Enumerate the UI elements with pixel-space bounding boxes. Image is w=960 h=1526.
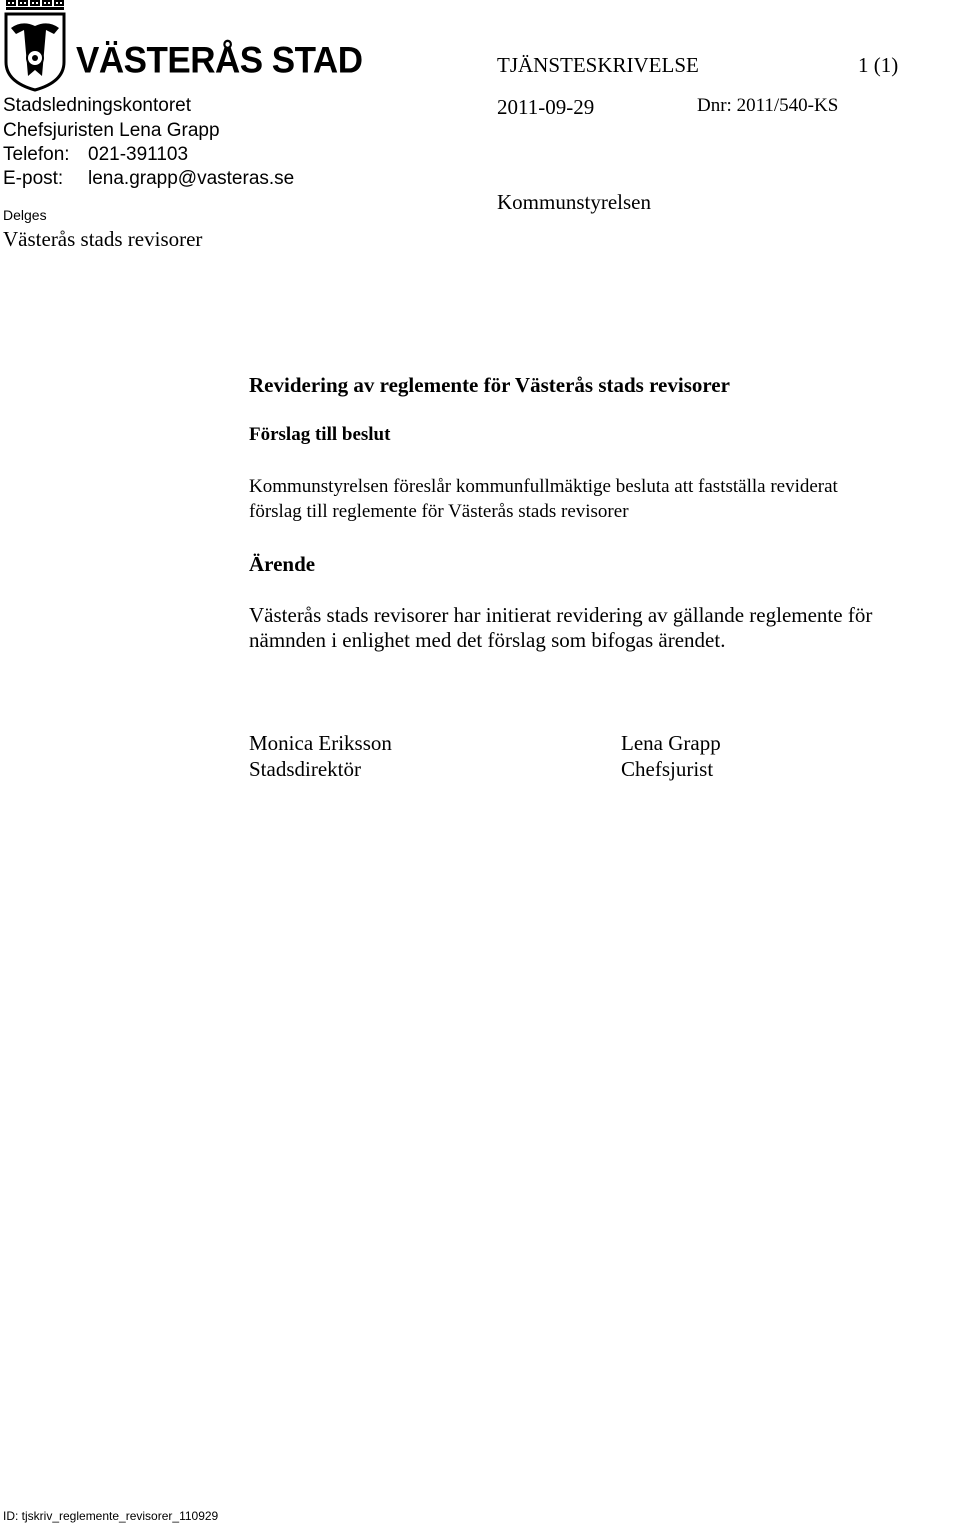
signature-name: Monica Eriksson bbox=[249, 731, 392, 755]
diary-number: Dnr: 2011/540-KS bbox=[697, 95, 839, 116]
sender-email[interactable]: lena.grapp@vasteras.se bbox=[88, 168, 295, 189]
proposal-heading: Förslag till beslut bbox=[249, 424, 391, 445]
signature-title: Stadsdirektör bbox=[249, 757, 361, 781]
sender-email-label: E-post: bbox=[3, 168, 64, 189]
matter-heading: Ärende bbox=[249, 552, 316, 576]
sender-phone-label: Telefon: bbox=[3, 144, 70, 165]
matter-text-line2: nämnden i enlighet med det förslag som bifogas ärendet. bbox=[249, 628, 726, 652]
recipient: Kommunstyrelsen bbox=[497, 190, 651, 214]
matter-text-line1: Västerås stads revisorer har initierat revidering av gällande reglemente för bbox=[249, 603, 873, 627]
document-id: ID: tjskriv_reglemente_revisorer_110929 bbox=[3, 1509, 219, 1523]
sender-phone: 021-391103 bbox=[88, 144, 189, 165]
proposal-text-line2: förslag till reglemente för Västerås stads revisorer bbox=[249, 501, 629, 522]
delges-recipient: Västerås stads revisorer bbox=[3, 227, 203, 251]
sender-person: Chefsjuristen Lena Grapp bbox=[3, 120, 220, 141]
document-date: 2011-09-29 bbox=[497, 95, 595, 119]
city-coat-of-arms-icon bbox=[4, 0, 66, 92]
page-number: 1 (1) bbox=[858, 53, 899, 77]
signature-title: Chefsjurist bbox=[621, 757, 714, 781]
document-title: Revidering av reglemente för Västerås stads revisorer bbox=[249, 373, 730, 397]
sender-department: Stadsledningskontoret bbox=[3, 95, 192, 116]
proposal-text-line1: Kommunstyrelsen föreslår kommunfullmäktige besluta att fastställa reviderat bbox=[249, 476, 838, 497]
sender-email-row bbox=[0, 168, 400, 191]
delges-label: Delges bbox=[3, 207, 47, 223]
document-type: TJÄNSTESKRIVELSE bbox=[497, 53, 699, 77]
signature-name: Lena Grapp bbox=[621, 731, 721, 755]
city-logo-wordmark: VÄSTERÅS STAD bbox=[76, 40, 363, 81]
